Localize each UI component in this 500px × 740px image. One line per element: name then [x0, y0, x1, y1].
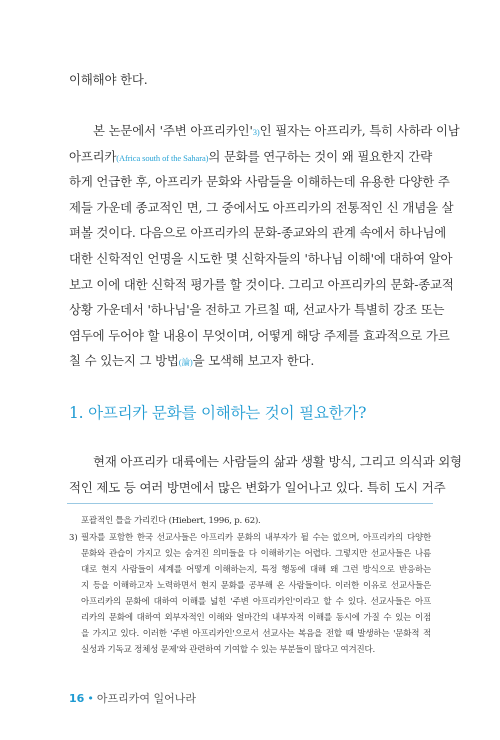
paragraph-line: 아프리카(Africa south of the Sahara)의 문화를 연구하는 것이 왜 필요한지 간략: [69, 149, 433, 164]
footnote-line: 지 등을 이해하고자 노력하면서 현지 문화를 공부해 온 사람들이다. 이러한 이유로 선교사들은: [81, 581, 431, 591]
bullet-icon: •: [87, 692, 94, 705]
footnote-line: 실성과 기독교 정체성 문제'와 관련하여 기여할 수 있는 부분들이 많다고 여겨진다.: [81, 645, 376, 655]
paragraph-line: 보고 이에 대한 신학적 평가를 할 것이다. 그리고 아프리카의 문화-종교적: [69, 277, 454, 292]
footnote-line: 을 가지고 있다. 이러한 '주변 아프리카인'으로서 선교사는 복음을 전할 때 발생하는 '문화적 적: [81, 629, 431, 639]
footnote-divider: [67, 503, 433, 504]
footnote-line: 아프리카의 문화에 대하여 이해를 넓힌 '주변 아프리카인'이라고 할 수 있다. 선교사들은 아프: [81, 597, 431, 607]
hanja-gloss: (論): [178, 357, 193, 367]
running-title: 아프리카여 일어나라: [96, 692, 196, 705]
english-gloss: (Africa south of the Sahara): [116, 153, 209, 163]
page-number: 16: [69, 692, 85, 705]
page-footer: [69, 692, 196, 706]
paragraph-line: 제들 가운데 종교적인 면, 그 중에서도 아프리카의 전통적인 신 개념을 살: [69, 200, 454, 215]
paragraph-line: 칠 수 있는지 그 방법(論)을 모색해 보고자 한다.: [69, 353, 315, 368]
footnote-continuation: 포괄적인 틀을 가리킨다 (Hiebert, 1996, p. 62).: [81, 516, 261, 526]
paragraph-line: 펴볼 것이다. 다음으로 아프리카의 문화-종교와의 관계 속에서 하나님에: [69, 225, 447, 240]
footnote-number: 3): [69, 533, 78, 543]
footnote-line: 리카의 문화에 대하여 외부자적인 이해와 얼마간의 내부자적 이해를 동시에 가질 수 있는 이점: [81, 613, 431, 623]
footnote-line: 필자를 포함한 한국 선교사들은 아프리카 문화의 내부자가 될 수는 없으며, 아프리카의 다양한: [81, 533, 431, 543]
footnote-line: 대로 현지 사람들이 세계를 어떻게 이해하는지, 특정 행동에 대해 왜 그런 방식으로 반응하는: [81, 565, 431, 575]
paragraph-line: 본 논문에서 '주변 아프리카인'3)인 필자는 아프리카, 특히 사하라 이남: [93, 123, 460, 138]
paragraph-line: 상황 가운데서 '하나님'을 전하고 가르칠 때, 선교사가 특별히 강조 또는: [69, 302, 445, 317]
paragraph-line: 적인 제도 등 여러 방면에서 많은 변화가 일어나고 있다. 특히 도시 거주: [69, 480, 446, 495]
paragraph-line: 대한 신학적인 언명을 시도한 몇 신학자들의 '하나님 이해'에 대하여 알아: [69, 251, 453, 266]
section-heading: 1. 아프리카 문화를 이해하는 것이 필요한가?: [69, 404, 367, 422]
paragraph-line: 염두에 두어야 할 내용이 무엇이며, 어떻게 해당 주제를 효과적으로 가르: [69, 328, 450, 343]
continued-paragraph-line: 이해해야 한다.: [69, 72, 148, 87]
paragraph-line: 하게 언급한 후, 아프리카 문화와 사람들을 이해하는데 유용한 다양한 주: [69, 174, 450, 189]
footnote-ref-3: 3): [252, 127, 260, 137]
footnote-line: 문화와 관습이 가지고 있는 숨겨진 의미들을 다 이해하기는 어렵다. 그렇지만 선교사들은 나름: [81, 549, 431, 559]
paragraph-line: 현재 아프리카 대륙에는 사람들의 삶과 생활 방식, 그리고 의식과 외형: [93, 454, 462, 469]
